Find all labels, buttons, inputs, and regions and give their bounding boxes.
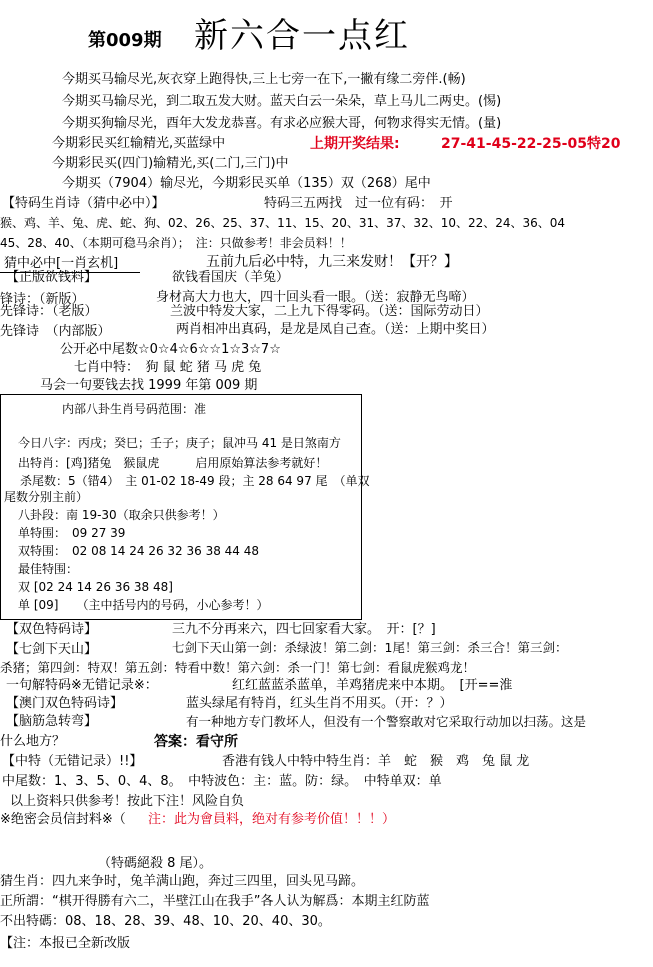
- seven-zodiac: 七肖中特： 狗 鼠 蛇 猪 马 虎 兔: [74, 360, 262, 375]
- footer-line: 正所謂：“棋开得勝有六二，半壁江山在我手”各人认为解爲：本期主红防蓝: [0, 894, 430, 909]
- footer-line: 不出特碼：08、18、28、39、48、10、20、40、30。: [0, 914, 331, 929]
- footer-line: 猜生肖：四九来争时，兔羊满山跑，奔过三四里，回头见马蹄。: [0, 874, 365, 889]
- hk-text: 香港有钱人中特中特生肖：羊 蛇 猴 鸡 兔 鼠 龙: [222, 754, 530, 769]
- riddle-text: 什么地方？: [0, 734, 66, 749]
- intro-line: 今期彩民买(四门)输精光,买(二门,三门)中: [52, 156, 289, 171]
- poem-label: 【双色特码诗】: [6, 622, 98, 637]
- box-bagua: 八卦段：南 19-30（取余只供参考！）: [18, 508, 225, 522]
- box-dan: 单 [09] （主中括号内的号码，小心参考！）: [18, 598, 269, 612]
- tail-numbers-line: 公开必中尾数☆0☆4☆6☆☆1☆3☆7☆: [60, 342, 281, 357]
- intro-line: 今期买马输尽光,灰衣穿上跑得快,三上七旁一在下,一撇有缘二旁伴.(畅): [62, 72, 466, 87]
- poem-text: 红红蓝蓝杀蓝单，羊鸡猪虎来中本期。 [开==淮: [232, 678, 513, 693]
- vanguard-text: 兰波中特发大家，二上九下得零码。（送：国际劳动日）: [170, 304, 489, 319]
- hk-label: 【中特（无错记录）!!】: [2, 754, 143, 769]
- box-kill-tail-cont: 尾数分别主前）: [4, 490, 89, 504]
- box-title: 内部八卦生肖号码范围：准: [62, 402, 207, 416]
- intro-line: 今期买马输尽光，到二取五发大财。蓝天白云一朵朵，草上马儿二两史。(惕): [62, 94, 502, 109]
- zhengban-heading: 【正版欲钱料】: [6, 270, 98, 285]
- poem-label: 【七剑下天山】: [6, 642, 98, 657]
- footer-line: 【注：本报已全新改版: [0, 936, 131, 951]
- vanguard-label: 先锋诗：（老版）: [0, 304, 98, 319]
- box-shuang: 双 [02 24 14 26 36 38 48]: [18, 580, 173, 594]
- poem-text: 有一种地方专门教坏人，但没有一个警察敢对它采取行动加以扫荡。这是: [186, 714, 587, 729]
- special-zodiac-numbers: 猴、鸡、羊、兔、虎、蛇、狗、02、26、25、37、11、15、20、31、37、32、10、22、24、36、04: [0, 216, 566, 230]
- poem-text: 三九不分再来六，四七回家看大家。 开：[？]: [172, 622, 436, 637]
- horse-line: 马会一句要钱去找 1999 年第 009 期: [40, 378, 258, 393]
- box-special: 出特肖：[鸡]猪兔 猴鼠虎 启用原始算法参考就好！: [18, 456, 328, 470]
- disclaimer: 以上资料只供参考！按此下注！风险自负: [10, 794, 245, 809]
- vip-text: 注：此为會員料，绝对有参考价值！！！）: [148, 812, 396, 827]
- vanguard-label: 先锋诗 （内部版）: [0, 324, 111, 339]
- kill-tail: （特碼絕殺 8 尾）。: [98, 856, 213, 871]
- poem-label: 【脑筋急转弯】: [6, 714, 98, 729]
- special-zodiac-note: 45、28、40、（本期可稳马余肖）； 注：只做参考！非会员料！！: [0, 236, 352, 250]
- poem-label: 一句解特码※无错记录※：: [6, 678, 158, 693]
- vip-label: ※绝密会员信封料※（: [0, 812, 126, 827]
- box-double: 双特围： 02 08 14 24 26 32 36 38 44 48: [18, 544, 260, 558]
- riddle-answer: 答案：看守所: [154, 734, 238, 750]
- guess-left: 猜中必中[一肖玄机]: [4, 256, 119, 271]
- vanguard-label: 锋诗：（新版）: [0, 292, 85, 307]
- guess-right: 五前九后必中特，九三来发财！【开？】: [206, 254, 458, 270]
- special-zodiac-text: 特码三五两找 过一位有码： 开: [264, 196, 453, 211]
- poem-text: 蓝头绿尾有特肖，红头生肖不用买。（开：？）: [186, 696, 453, 711]
- intro-line: 今期买（7904）输尽光，今期彩民买单（135）双（268）尾中: [62, 176, 431, 191]
- poem-label: 【澳门双色特码诗】: [6, 696, 124, 711]
- poem-text: 七剑下天山第一剑：杀绿波！第二剑：1尾！第三剑：杀三合！第三剑：: [172, 640, 568, 655]
- last-result-value: 27-41-45-22-25-05特20: [441, 136, 621, 152]
- poem-text: 杀猪；第四剑：特双！第五剑：特看中数！第六剑：杀一门！第七剑：看鼠虎猴鸡龙！: [0, 660, 476, 675]
- vanguard-text: 两肖相冲出真码，是龙是凤自己查。（送：上期中奖日）: [176, 322, 495, 337]
- intro-line: 今期彩民买红输精光,买蓝绿中: [52, 136, 226, 151]
- box-best: 最佳特围：: [18, 562, 79, 576]
- vanguard-text: 身材高大力也大，四十回头看一眼。（送：寂静无鸟啼）: [156, 290, 475, 305]
- issue-number: 第009期: [88, 30, 162, 51]
- page-title: 新六合一点红: [194, 16, 410, 56]
- box-single: 单特围： 09 27 39: [18, 526, 126, 540]
- tail-numbers: 中尾数：1、3、5、0、4、8。 中特波色：主：蓝。防：绿。 中特单双：单: [2, 774, 442, 789]
- box-kill-tail: 杀尾数：5（错4） 主 01-02 18-49 段；主 28 64 97 尾 （单双: [20, 474, 370, 488]
- box-bazi: 今日八字：丙戌；癸巳；壬子；庚子；鼠冲马 41 是日煞南方: [18, 436, 341, 450]
- special-zodiac-heading: 【特码生肖诗（猜中必中）】: [2, 196, 165, 211]
- zhengban-text: 欲钱看国庆（羊兔）: [172, 270, 290, 285]
- intro-line: 今期买狗输尽光，酉年大发龙恭喜。有求必应猴大哥，何物求得实无情。(量): [62, 116, 502, 131]
- last-result-label: 上期开奖结果:: [310, 136, 400, 152]
